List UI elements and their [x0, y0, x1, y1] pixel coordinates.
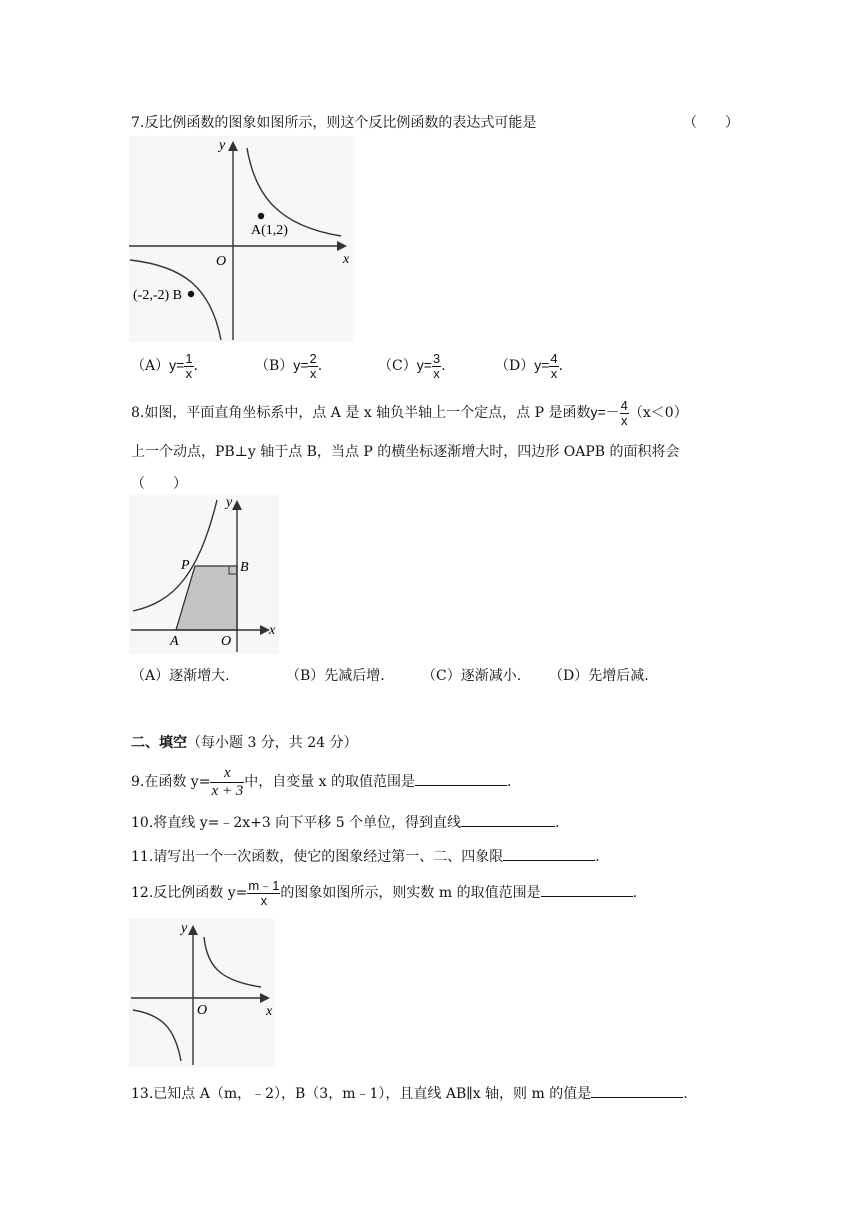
q8-p-label: P — [181, 558, 190, 573]
q8-option-c: （C）逐渐减小. — [422, 668, 522, 684]
q8-option-a: （A）逐渐增大. — [131, 668, 230, 684]
q7-graph — [129, 136, 354, 342]
q7-stem: 7.反比例函数的图象如图所示，则这个反比例函数的表达式可能是 — [131, 115, 537, 131]
q8-stem-line1: 8.如图，平面直角坐标系中，点 A 是 x 轴负半轴上一个定点，点 P 是函数y=－ $\frac{4}{x}$ （x＜0） — [131, 397, 688, 428]
q7-y-label: y — [219, 138, 226, 153]
q10: 10.将直线 y=﹣2x+3 向下平移 5 个单位，得到直线 . — [131, 812, 560, 832]
q7-point-a-label: A(1,2) — [251, 223, 288, 238]
q8-option-d: （D）先增后减. — [549, 668, 649, 684]
q8-y-label: y — [226, 495, 233, 510]
section2-heading — [131, 732, 358, 752]
q9: 9.在函数 y= $\frac{x}{x + 3}$ 中，自变量 x 的取值范围是 . — [131, 764, 512, 799]
q7-option-b: （B）y= $\frac{2}{x}$ . — [255, 350, 323, 381]
q7-origin-label: O — [216, 254, 227, 269]
q8-a-label: A — [170, 634, 179, 649]
q12-answer-blank[interactable] — [541, 882, 633, 897]
q13: 13.已知点 A（m，﹣2），B（3，m﹣1），且直线 AB∥x 轴，则 m 的值是 . — [131, 1083, 688, 1103]
q7-option-a: （A）y= $\frac{1}{x}$ . — [131, 350, 198, 381]
q8-b-label: B — [240, 560, 249, 575]
q10-answer-blank[interactable] — [461, 812, 555, 827]
q8-answer-paren: （ ） — [131, 476, 187, 492]
q8-stem-line2: 上一个动点，PB⊥y 轴于点 B，当点 P 的横坐标逐渐增大时，四边形 OAPB 的面积将会 — [131, 444, 680, 460]
q8-graph — [129, 494, 279, 654]
q11: 11.请写出一个一次函数，使它的图象经过第一、二、四象限 . — [131, 846, 600, 866]
q9-answer-blank[interactable] — [415, 771, 507, 786]
q8-o-label: O — [221, 634, 232, 649]
q8-x-label: x — [269, 623, 276, 638]
q7-x-label: x — [343, 252, 350, 267]
q11-answer-blank[interactable] — [503, 846, 595, 861]
q7-option-c: （C）y= $\frac{3}{x}$ . — [378, 350, 446, 381]
q8-option-b: （B）先减后增. — [286, 668, 385, 684]
q12: 12.反比例函数 y= $\frac{m﹣1}{x}$ 的图象如图所示，则实数 m 的取值范围是 . — [131, 877, 638, 908]
q7-point-b-label: (-2,-2) B — [133, 288, 182, 303]
section2-note: （每小题 3 分，共 24 分） — [187, 735, 358, 751]
section2-title: 二、填空 — [131, 735, 187, 751]
q13-answer-blank[interactable] — [591, 1083, 683, 1098]
q7-answer-paren: （ ） — [683, 115, 739, 131]
q7-option-d: （D）y= $\frac{4}{x}$ . — [495, 350, 564, 381]
q12-graph — [129, 919, 275, 1067]
q12-x-label: x — [266, 1004, 273, 1019]
q12-o-label: O — [197, 1003, 208, 1018]
q12-y-label: y — [181, 921, 188, 936]
